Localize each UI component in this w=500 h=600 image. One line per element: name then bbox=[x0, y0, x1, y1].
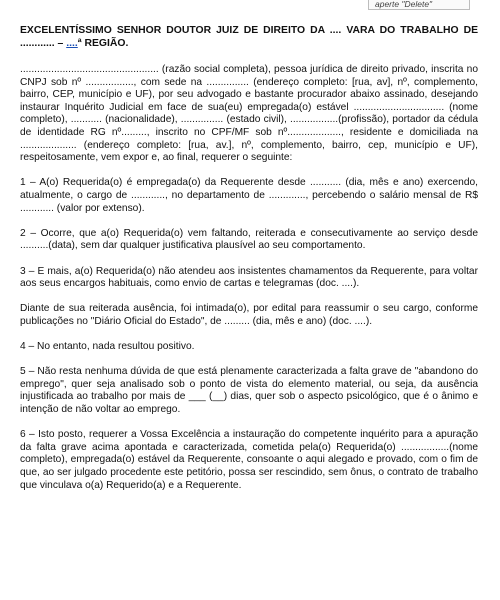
paragraph-edital: Diante de sua reiterada ausência, foi intimada(o), por edital para reassumir o seu cargo, conforme publicações no "Diário Oficial do Estado", de ......... (dia, mês e ano) (doc. ....). bbox=[20, 303, 478, 327]
paragraph-item-3: 3 – E mais, a(o) Requerida(o) não atendeu aos insistentes chamamentos da Requerente, para voltar aos seus encargos habituais, como envio de cartas e telegramas (doc. ....). bbox=[20, 265, 478, 290]
paragraph-preamble: ................................................. (razão social completa), pessoa jurídica de direito privado, inscrita no CNPJ sob nº ................., com sede na ............... (endereço completo: [rua, av], nº, complemento, bairro, CEP, município e UF), por seu advogado e bastante procurador abaixo assinado, desejando instaurar Inquérito Judicial em face de sua(eu) empregada(o) estável ................................ (nome completo), ........... (nacionalidade), ............... (estado civil), .................(profissão), portador da cédula de identidade RG nº........., inscrito no CPF/MF sob nº..................., residente e domiciliada na .................... (endereço completo: [rua, av.], nº, complemento, bairro, cep, município e UF), respeitosamente, vem expor e, ao final, requerer o seguinte: bbox=[20, 64, 478, 164]
document-heading bbox=[20, 24, 478, 50]
heading-text-part1: EXCELENTÍSSIMO SENHOR DOUTOR JUIZ DE DIREITO DA .... VARA DO TRABALHO DE ............ – bbox=[20, 25, 478, 49]
paragraph-item-2: 2 – Ocorre, que a(o) Requerida(o) vem faltando, reiterada e consecutivamente ao serviço desde ..........(data), sem dar qualquer justificativa plausível ao seu comportamento. bbox=[20, 227, 478, 252]
delete-hint-tooltip bbox=[368, 0, 470, 10]
heading-editable-link[interactable]: .... bbox=[66, 38, 78, 49]
paragraph-item-4: 4 – No entanto, nada resultou positivo. bbox=[20, 341, 195, 353]
paragraph-item-1: 1 – A(o) Requerida(o) é empregada(o) da Requerente desde ........... (dia, mês e ano) exercendo, atualmente, o cargo de ............, no departamento de ............., percebendo o salário mensal de R$ ............ (valor por extenso). bbox=[20, 177, 478, 214]
paragraph-item-5: 5 – Não resta nenhuma dúvida de que está plenamente caracterizada a falta grave de "abandono do emprego", quer seja analisado sob o ponto de vista do elemento material, ou seja, da ausência injustificada ao trabalho por mais de ___ (__) dias, quer sob o aspecto psicológico, que é o ânimo e intenção de não voltar ao emprego. bbox=[20, 366, 478, 416]
document-page bbox=[20, 24, 478, 505]
paragraph-item-6: 6 – Isto posto, requerer a Vossa Excelência a instauração do competente inquérito para a apuração da falta grave acima apontada e caracterizada, cometida pela(o) Requerida(o) .................(nome completo), empregada(o) estável da Requerente, consoante o aqui alegado e provado, com o fim de que, ao ser julgado procedente este petitório, possa ser rescindido, sem ônus, o contrato de trabalho que vinculava o(a) Requerido(a) e a Requerente. bbox=[20, 429, 478, 491]
tooltip-text: aperte "Delete" bbox=[375, 0, 433, 9]
heading-text-part2: ª REGIÃO. bbox=[77, 38, 129, 49]
